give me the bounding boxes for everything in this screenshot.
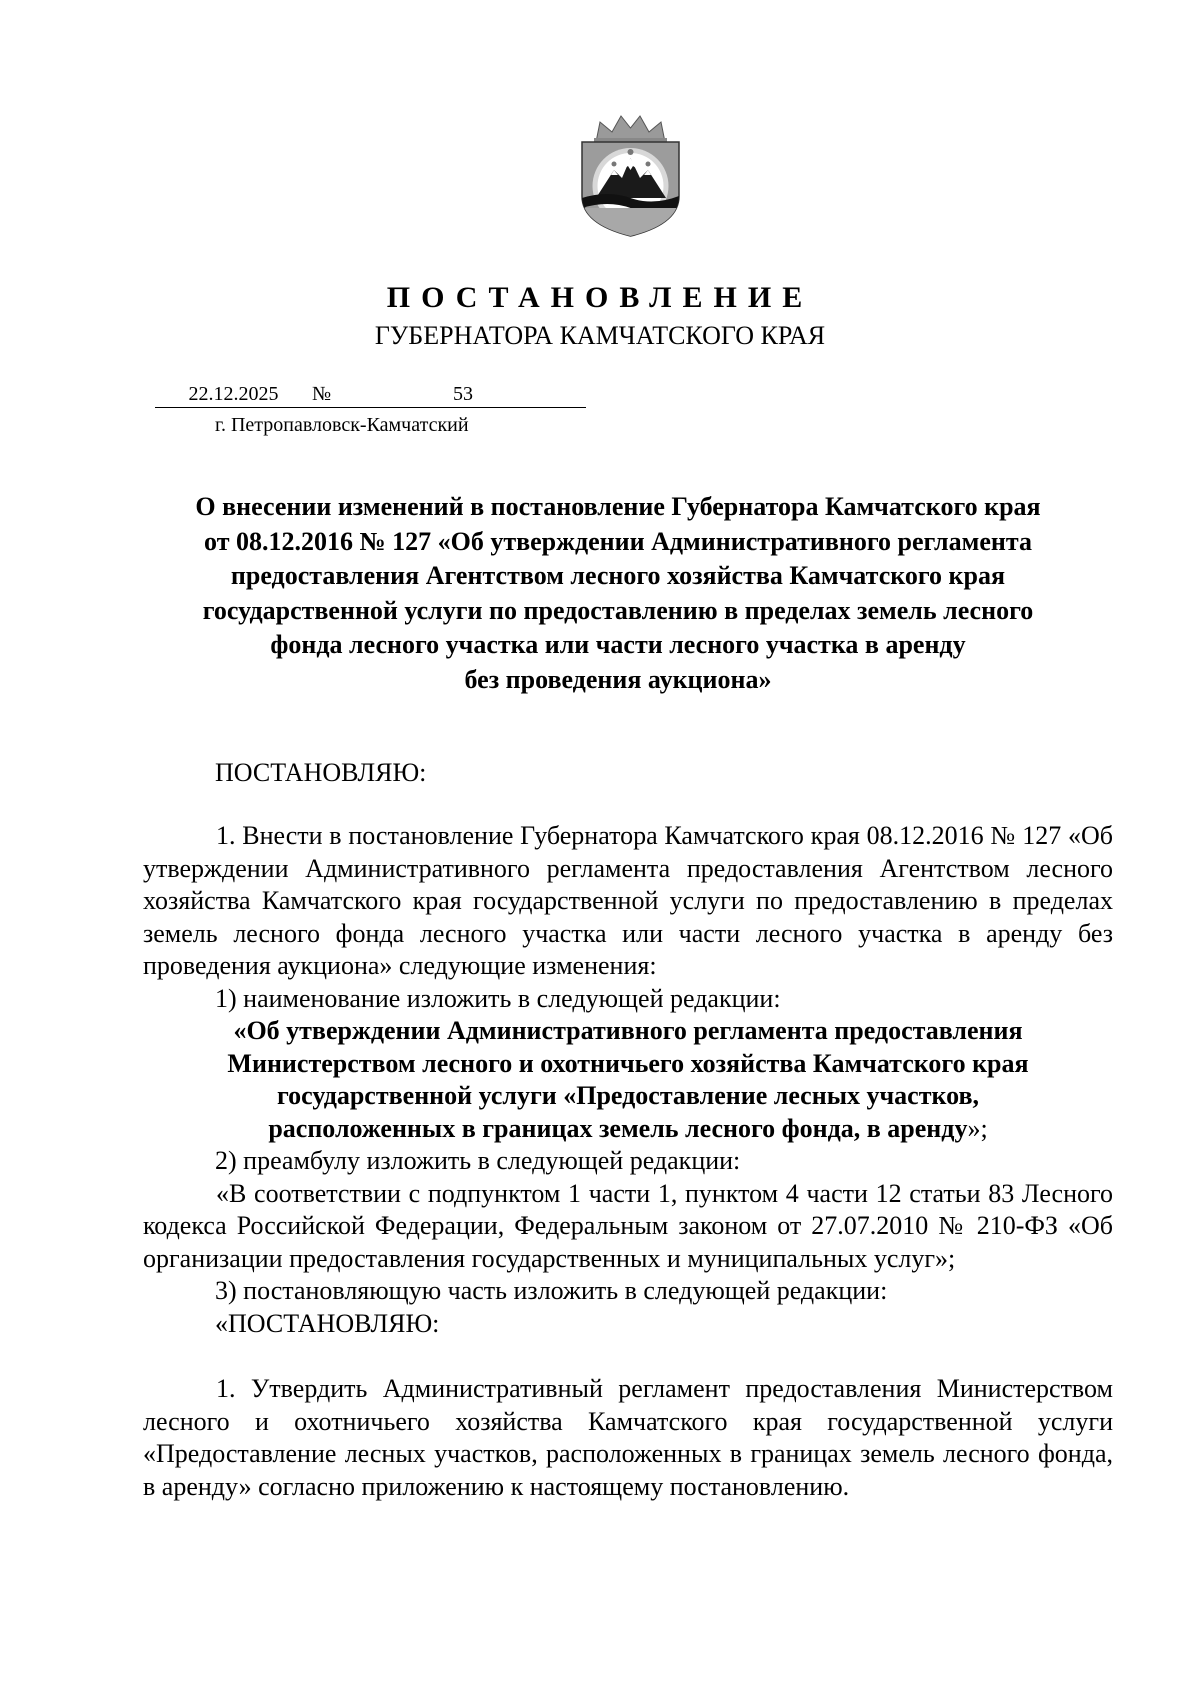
heading-line: от 08.12.2016 № 127 «Об утверждении Административного регламента (204, 526, 1032, 556)
quoted-decree-word: «ПОСТАНОВЛЯЮ: (215, 1308, 440, 1338)
document-title: ПОСТАНОВЛЕНИЕ (386, 281, 814, 314)
document-body (143, 820, 1113, 1503)
document-subtitle: ГУБЕРНАТОРА КАМЧАТСКОГО КРАЯ (374, 321, 826, 350)
document-heading (148, 490, 1088, 697)
document-number: 53 (340, 381, 586, 408)
date-number-line (0, 381, 586, 408)
number-sign: № (312, 381, 340, 408)
new-name-line: расположенных в границах земель лесного фонда, в аренду (268, 1113, 968, 1143)
preamble-paragraph: «В соответствии с подпунктом 1 части 1, пунктом 4 части 12 статьи 83 Лесного кодекса Российской Федерации, Федеральным законом от 27.07.2010 № 210-ФЗ «Об организации предоставления государственных и муниципальных услуг»; (143, 1178, 1113, 1273)
item-1: 1) наименование изложить в следующей редакции: (215, 983, 781, 1013)
coat-of-arms-icon (578, 112, 683, 240)
heading-line: О внесении изменений в постановление Губернатора Камчатского края (195, 492, 1041, 521)
city-name: г. Петропавловск-Камчатский (215, 414, 469, 436)
new-name-line-last (143, 1113, 1113, 1146)
heading-line: фонда лесного участка или части лесного участка в аренду (270, 630, 966, 659)
document-date: 22.12.2025 (155, 381, 312, 408)
item-3: 3) постановляющую часть изложить в следующей редакции: (215, 1276, 888, 1305)
new-name-block (143, 1015, 1113, 1145)
new-name-line: государственной услуги «Предоставление лесных участков, (276, 1081, 980, 1110)
heading-line: государственной услуги по предоставлению в пределах земель лесного (202, 595, 1034, 625)
new-name-line: Министерством лесного и охотничьего хозяйства Камчатского края (227, 1048, 1029, 1078)
decree-word: ПОСТАНОВЛЯЮ: (215, 758, 427, 787)
paragraph-1: 1. Внести в постановление Губернатора Камчатского края 08.12.2016 № 127 «Об утверждении Административного регламента предоставления Агентством лесного хозяйства Камчатского края государственной услуги по предоставлению в пределах земель лесного фонда лесного участка или части лесного участка в аренду без проведения аукциона» следующие изменения: (143, 821, 1113, 980)
heading-line: без проведения аукциона» (464, 664, 772, 694)
point-1: 1. Утвердить Административный регламент предоставления Министерством лесного и охотничьего хозяйства Камчатского края государственной услуги «Предоставление лесных участков, расположенных в границах земель лесного фонда, в аренду» согласно приложению к настоящему постановлению. (143, 1374, 1113, 1501)
heading-line: предоставления Агентством лесного хозяйства Камчатского края (230, 561, 1006, 590)
item-2: 2) преамбулу изложить в следующей редакции: (215, 1146, 741, 1175)
new-name-end: »; (967, 1113, 988, 1143)
new-name-line: «Об утверждении Административного регламента предоставления (233, 1016, 1023, 1045)
